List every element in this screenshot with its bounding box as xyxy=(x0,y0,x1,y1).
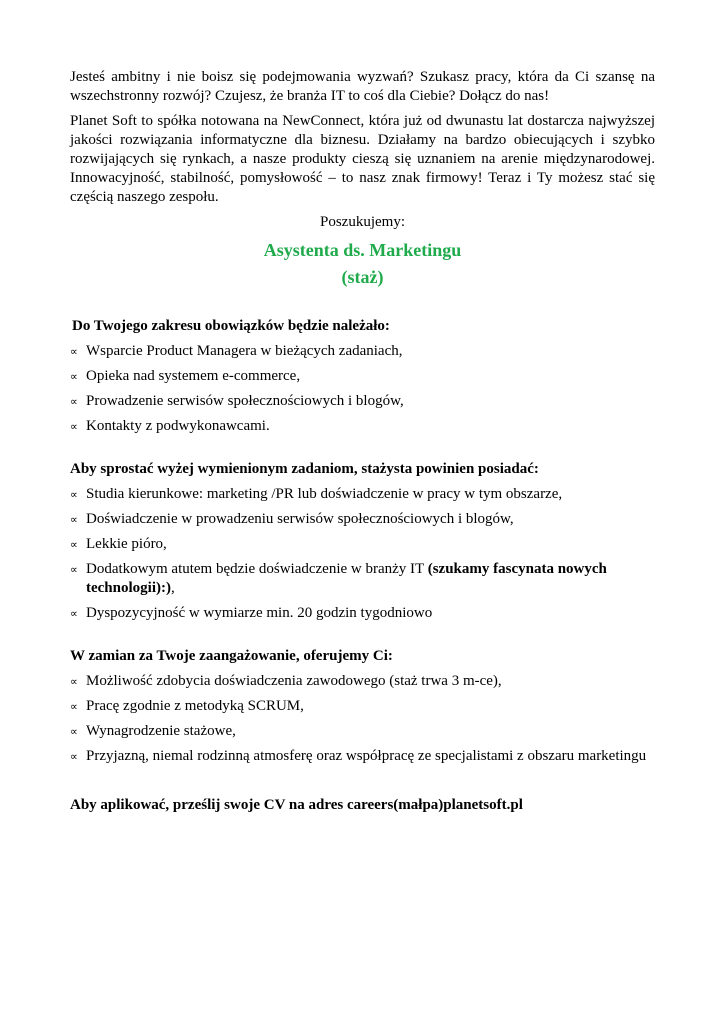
requirements-heading: Aby sprostać wyżej wymienionym zadaniom, stażysta powinien posiadać: xyxy=(70,461,539,477)
apply-instructions: Aby aplikować, prześlij swoje CV na adres careers(małpa)planetsoft.pl xyxy=(70,797,523,813)
bullet-icon: ∝ xyxy=(70,395,78,408)
list-item: ∝ Dodatkowym atutem będzie doświadczenie w branży IT (szukamy fascynata nowych technologii):), xyxy=(70,561,607,596)
intro-paragraph-2: Planet Soft to spółka notowana na NewConnect, która już od dwunastu lat dostarcza najwyższej jakości rozwiązania informatyczne dla biznesu. Działamy na bardzo obiecujących i szybko rozwijających się rynkach, a nasze produkty cieszą się uznaniem na arenie międzynarodowej. Innowacyjność, stabilność, pomysłowość – to nasz znak firmowy! Teraz i Ty możesz stać się częścią naszego zespołu. xyxy=(70,113,655,205)
list-item: ∝ Pracę zgodnie z metodyką SCRUM, xyxy=(70,698,304,714)
bullet-icon: ∝ xyxy=(70,563,78,576)
list-item: ∝ Dyspozycyjność w wymiarze min. 20 godzin tygodniowo xyxy=(70,605,433,621)
list-item: ∝ Doświadczenie w prowadzeniu serwisów społecznościowych i blogów, xyxy=(70,511,514,527)
list-item: ∝ Wynagrodzenie stażowe, xyxy=(70,723,236,739)
bullet-icon: ∝ xyxy=(70,345,78,358)
list-item: ∝ Kontakty z podwykonawcami. xyxy=(70,418,270,434)
bullet-icon: ∝ xyxy=(70,675,78,688)
bullet-icon: ∝ xyxy=(70,750,78,763)
bullet-icon: ∝ xyxy=(70,725,78,738)
bullet-icon: ∝ xyxy=(70,607,78,620)
requirements-list xyxy=(70,485,655,623)
list-item: ∝ Możliwość zdobycia doświadczenia zawodowego (staż trwa 3 m-ce), xyxy=(70,673,502,689)
job-title: Asystenta ds. Marketingu xyxy=(263,240,462,260)
intro-paragraph-1: Jesteś ambitny i nie boisz się podejmowania wyzwań? Szukasz pracy, która da Ci szansę na wszechstronny rozwój? Czujesz, że branża IT to coś dla Ciebie? Dołącz do nas! xyxy=(70,69,655,104)
highlight-text: (szukamy fascynata nowych technologii):) xyxy=(86,561,607,596)
duties-heading: Do Twojego zakresu obowiązków będzie należało: xyxy=(72,318,390,334)
list-item: ∝ Opieka nad systemem e-commerce, xyxy=(70,368,301,384)
list-item: ∝ Studia kierunkowe: marketing /PR lub doświadczenie w pracy w tym obszarze, xyxy=(70,486,563,502)
list-item: ∝ Lekkie pióro, xyxy=(70,536,167,552)
offer-list xyxy=(70,672,655,766)
bullet-icon: ∝ xyxy=(70,700,78,713)
bullet-icon: ∝ xyxy=(70,488,78,501)
list-item: ∝ Prowadzenie serwisów społecznościowych i blogów, xyxy=(70,393,404,409)
duties-list xyxy=(70,342,655,436)
list-item: ∝ Przyjazną, niemal rodzinną atmosferę oraz współpracę ze specjalistami z obszaru marketingu xyxy=(70,748,647,764)
bullet-icon: ∝ xyxy=(70,513,78,526)
bullet-icon: ∝ xyxy=(70,538,78,551)
offer-heading: W zamian za Twoje zaangażowanie, oferujemy Ci: xyxy=(70,648,393,664)
bullet-icon: ∝ xyxy=(70,420,78,433)
bullet-icon: ∝ xyxy=(70,370,78,383)
seeking-label: Poszukujemy: xyxy=(320,214,405,230)
job-subtitle: (staż) xyxy=(341,267,384,287)
document-page xyxy=(70,68,655,815)
list-item: ∝ Wsparcie Product Managera w bieżących zadaniach, xyxy=(70,343,403,359)
